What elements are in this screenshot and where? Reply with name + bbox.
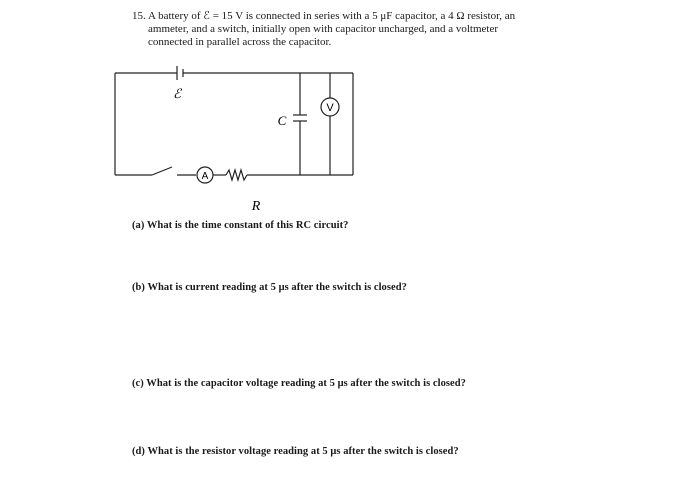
problem-line-2: ammeter, and a switch, initially open with capacitor uncharged, and a voltmeter (148, 23, 499, 35)
voltmeter-label: V (326, 102, 334, 114)
capacitor-label: C (277, 113, 287, 128)
ammeter-label: A (201, 171, 209, 182)
problem-line-3: connected in parallel across the capacitor. (148, 36, 332, 48)
problem-number: 15. (132, 10, 146, 22)
question-c: (c) What is the capacitor voltage reading at 5 μs after the switch is closed? (132, 378, 466, 389)
question-a: (a) What is the time constant of this RC circuit? (132, 220, 349, 231)
circuit-diagram (110, 60, 370, 220)
problem-line-1: A battery of ℰ = 15 V is connected in series with a 5 μF capacitor, a 4 Ω resistor, an (148, 10, 516, 22)
resistor-label: R (251, 199, 261, 214)
question-b: (b) What is current reading at 5 μs after the switch is closed? (132, 282, 407, 293)
question-d: (d) What is the resistor voltage reading at 5 μs after the switch is closed? (132, 446, 459, 457)
emf-label: ℰ (173, 86, 181, 101)
resistor-symbol (226, 170, 247, 180)
problem-statement (132, 10, 582, 49)
problem-text (148, 10, 582, 49)
switch-blade (152, 167, 172, 175)
